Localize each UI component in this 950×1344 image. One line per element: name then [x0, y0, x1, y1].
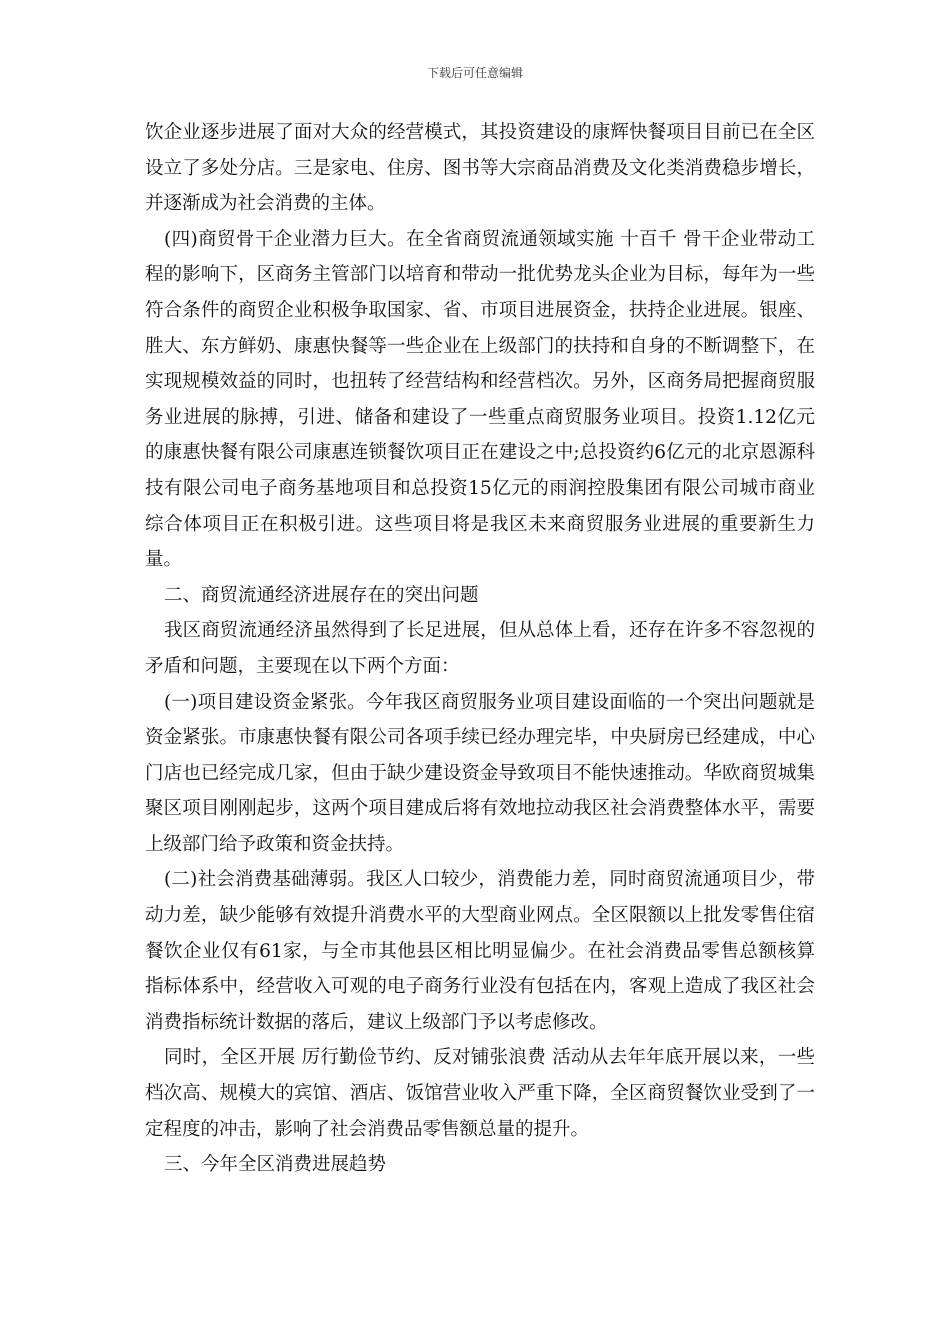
- paragraph-problems-intro: 我区商贸流通经济虽然得到了长足进展，但从总体上看，还存在许多不容忽视的矛盾和问题，主要现在以下两个方面：: [145, 620, 815, 677]
- paragraph-continuation: 饮企业逐步进展了面对大众的经营模式，其投资建设的康辉快餐项目目前已在全区设立了多处分店。三是家电、住房、图书等大宗商品消费及文化类消费稳步增长，并逐渐成为社会消费的主体。: [145, 122, 815, 215]
- paragraph-section-4: (四)商贸骨干企业潜力巨大。在全省商贸流通领域实施 十百千 骨干企业带动工程的影响下，区商务主管部门以培育和带动一批优势龙头企业为目标，每年为一些符合条件的商贸企业积极争取国家、省、市项目进展资金，扶持企业进展。银座、胜大、东方鲜奶、康惠快餐等一些企业在上级部门的扶持和自身的不断调整下，在实现规模效益的同时，也扭转了经营结构和经营档次。另外，区商务局把握商贸服务业进展的脉搏，引进、储备和建设了一些重点商贸服务业项目。投资1.12亿元的康惠快餐有限公司康惠连锁餐饮项目正在建设之中;总投资约6亿元的北京恩源科技有限公司电子商务基地项目和总投资15亿元的雨润控股集团有限公司城市商业综合体项目正在积极引进。这些项目将是我区未来商贸服务业进展的重要新生力量。: [145, 228, 815, 571]
- heading-trends: 三、今年全区消费进展趋势: [164, 1154, 387, 1176]
- paragraph-problem-2: (二)社会消费基础薄弱。我区人口较少，消费能力差，同时商贸流通项目少，带动力差，缺少能够有效提升消费水平的大型商业网点。全区限额以上批发零售住宿餐饮企业仅有61家，与全市其他县区相比明显偏少。在社会消费品零售总额核算指标体系中，经营收入可观的电子商务行业没有包括在内，客观上造成了我区社会消费指标统计数据的落后，建议上级部门予以考虑修改。: [145, 869, 815, 1033]
- paragraph-problem-1: (一)项目建设资金紧张。今年我区商贸服务业项目建设面临的一个突出问题就是资金紧张。市康惠快餐有限公司各项手续已经办理完毕，中央厨房已经建成，中心门店也已经完成几家，但由于缺少建设资金导致项目不能快速推动。华欧商贸城集聚区项目刚刚起步，这两个项目建成后将有效地拉动我区社会消费整体水平，需要上级部门给予政策和资金扶持。: [145, 691, 815, 855]
- heading-problems: 二、商贸流通经济进展存在的突出问题: [164, 584, 479, 606]
- paragraph-frugality: 同时，全区开展 厉行勤俭节约、反对铺张浪费 活动从去年年底开展以来，一些档次高、规模大的宾馆、酒店、饭馆营业收入严重下降，全区商贸餐饮业受到了一定程度的冲击，影响了社会消费品零售额总量的提升。: [145, 1047, 815, 1140]
- page-header: 下载后可任意编辑: [426, 66, 523, 80]
- document-body: [145, 115, 815, 1183]
